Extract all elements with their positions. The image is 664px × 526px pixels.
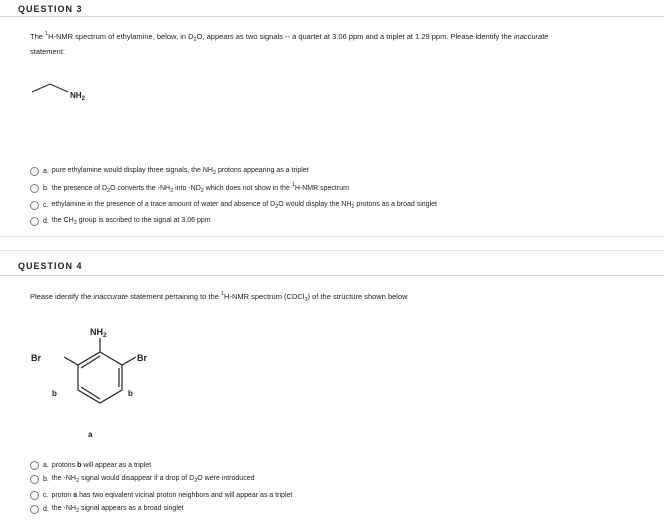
option-text: the $CH_3$ group is ascribed to the signal at 3.06 ppm <box>51 216 211 226</box>
prompt-text: ) of the structure shown below <box>307 292 408 301</box>
prompt-text: The <box>30 32 46 41</box>
q4-option-a[interactable] <box>30 459 151 471</box>
radio-button[interactable] <box>30 167 39 176</box>
q4-option-d[interactable] <box>30 503 184 515</box>
nh2-label: $NH_2$ <box>70 91 85 102</box>
bromine-right-label: Br <box>137 353 148 363</box>
option-letter: c. <box>43 201 49 209</box>
q4-option-b[interactable] <box>30 473 254 485</box>
question-3 <box>0 0 664 237</box>
option-text: the $-NH_2$ signal appears as a broad singlet <box>51 504 184 514</box>
option-text: ethylamine in the presence of a trace amount of water and absence of $D_2O$ would display the $NH_2$ protons as a broad singlet <box>51 200 437 210</box>
q3-option-c[interactable] <box>30 199 437 211</box>
dibromoaniline-structure <box>28 324 168 446</box>
bromine-left-label: Br <box>31 353 42 363</box>
question-4-prompt <box>30 289 650 306</box>
option-letter: a. <box>43 461 49 469</box>
option-text: proton a has two eqivalent vicinal proton neighbors and will appear as a triplet <box>51 491 293 499</box>
prompt-superscript: 1 <box>220 291 225 297</box>
radio-button[interactable] <box>30 184 39 193</box>
prompt-text: statement: <box>30 47 66 56</box>
question-4-header: QUESTION 4 <box>18 261 83 271</box>
q4-option-c[interactable] <box>30 489 292 501</box>
prompt-subscript: 2 <box>193 37 197 43</box>
proton-a-label: a <box>88 430 93 439</box>
option-letter: c. <box>43 491 49 499</box>
option-letter: b. <box>43 184 49 192</box>
prompt-text: Please identify the <box>30 292 94 301</box>
prompt-text: O, appears as two signals -- a quartet at 3.06 ppm and a triplet at 1.29 ppm. Please identify the <box>196 32 514 41</box>
question-3-prompt <box>30 29 650 57</box>
question-4 <box>0 250 664 526</box>
radio-button[interactable] <box>30 201 39 210</box>
prompt-superscript: 1 <box>45 31 49 37</box>
radio-button[interactable] <box>30 217 39 226</box>
proton-b-left-label: b <box>52 389 57 398</box>
q3-option-a[interactable] <box>30 165 309 177</box>
prompt-subscript: 3 <box>304 297 308 303</box>
option-text: protons b will appear as a triplet <box>51 461 152 469</box>
question-4-header-divider <box>0 275 664 276</box>
question-3-header: QUESTION 3 <box>18 4 83 14</box>
option-text: the presence of $D_2O$ converts the $-NH_2$ into $-ND_2$ which does not show in the $^1$H-NMR spectrum <box>51 182 349 194</box>
radio-button[interactable] <box>30 475 39 484</box>
option-text: the $-NH_2$ signal would disappear if a drop of $D_2O$ were introduced <box>51 474 255 484</box>
option-letter: b. <box>43 475 49 483</box>
nh2-label: $NH_2$ <box>90 327 107 339</box>
radio-button[interactable] <box>30 461 39 470</box>
q3-option-d[interactable] <box>30 215 211 227</box>
prompt-text: H-NMR spectrum of ethylamine, below, in D <box>48 32 194 41</box>
option-letter: a. <box>43 167 49 175</box>
option-letter: d. <box>43 505 49 513</box>
prompt-emphasis: inaccurate <box>93 292 128 301</box>
ethylamine-structure <box>30 78 110 108</box>
prompt-text: H-NMR spectrum (CDCl <box>224 292 305 301</box>
radio-button[interactable] <box>30 491 39 500</box>
q3-option-b[interactable] <box>30 182 349 194</box>
radio-button[interactable] <box>30 505 39 514</box>
proton-b-right-label: b <box>128 389 133 398</box>
prompt-text: statement pertaining to the <box>127 292 221 301</box>
question-3-header-divider <box>0 16 664 17</box>
option-letter: d. <box>43 217 49 225</box>
prompt-emphasis: inaccurate <box>513 32 549 41</box>
option-text: pure ethylamine would display three signals, the $NH_2$ protons appearing as a triplet <box>51 166 309 176</box>
